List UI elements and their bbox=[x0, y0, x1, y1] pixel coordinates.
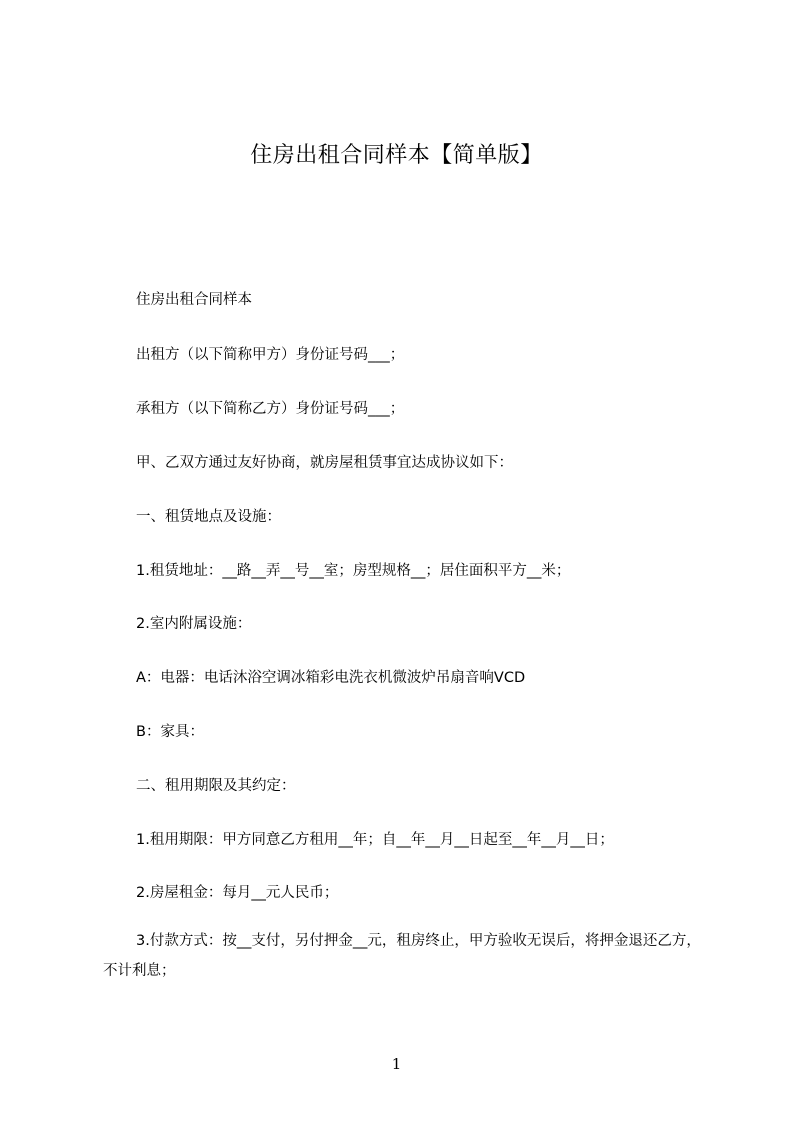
paragraph-payment-method: 3.付款方式：按__支付，另付押金__元，租房终止，甲方验收无误后，将押金退还乙方，不计利息； bbox=[103, 933, 701, 979]
paragraph-indoor-facilities: 2.室内附属设施： bbox=[136, 616, 252, 632]
section-heading-location-facilities: 一、租赁地点及设施： bbox=[136, 509, 281, 525]
paragraph-lessor: 出租方（以下简称甲方）身份证号码___； bbox=[136, 347, 405, 363]
paragraph-rent: 2.房屋租金：每月__元人民币； bbox=[136, 885, 339, 901]
paragraph-rental-address: 1.租赁地址：__路__弄__号__室；房型规格__；居住面积平方__米； bbox=[136, 563, 571, 579]
paragraph-lease-period: 1.租用期限：甲方同意乙方租用__年；自__年__月__日起至__年__月__日； bbox=[136, 832, 614, 848]
document-title: 住房出租合同样本【简单版】 bbox=[250, 143, 543, 168]
paragraph-furniture: B：家具： bbox=[136, 724, 204, 740]
paragraph-lessee: 承租方（以下简称乙方）身份证号码___； bbox=[136, 401, 405, 417]
page-number: 1 bbox=[391, 1055, 402, 1073]
paragraph-contract-sample: 住房出租合同样本 bbox=[136, 292, 252, 308]
section-heading-lease-term: 二、租用期限及其约定： bbox=[136, 778, 296, 794]
paragraph-agreement-intro: 甲、乙双方通过友好协商，就房屋租赁事宜达成协议如下： bbox=[136, 455, 513, 471]
paragraph-appliances: A：电器：电话沐浴空调冰箱彩电洗衣机微波炉吊扇音响VCD bbox=[136, 670, 526, 686]
